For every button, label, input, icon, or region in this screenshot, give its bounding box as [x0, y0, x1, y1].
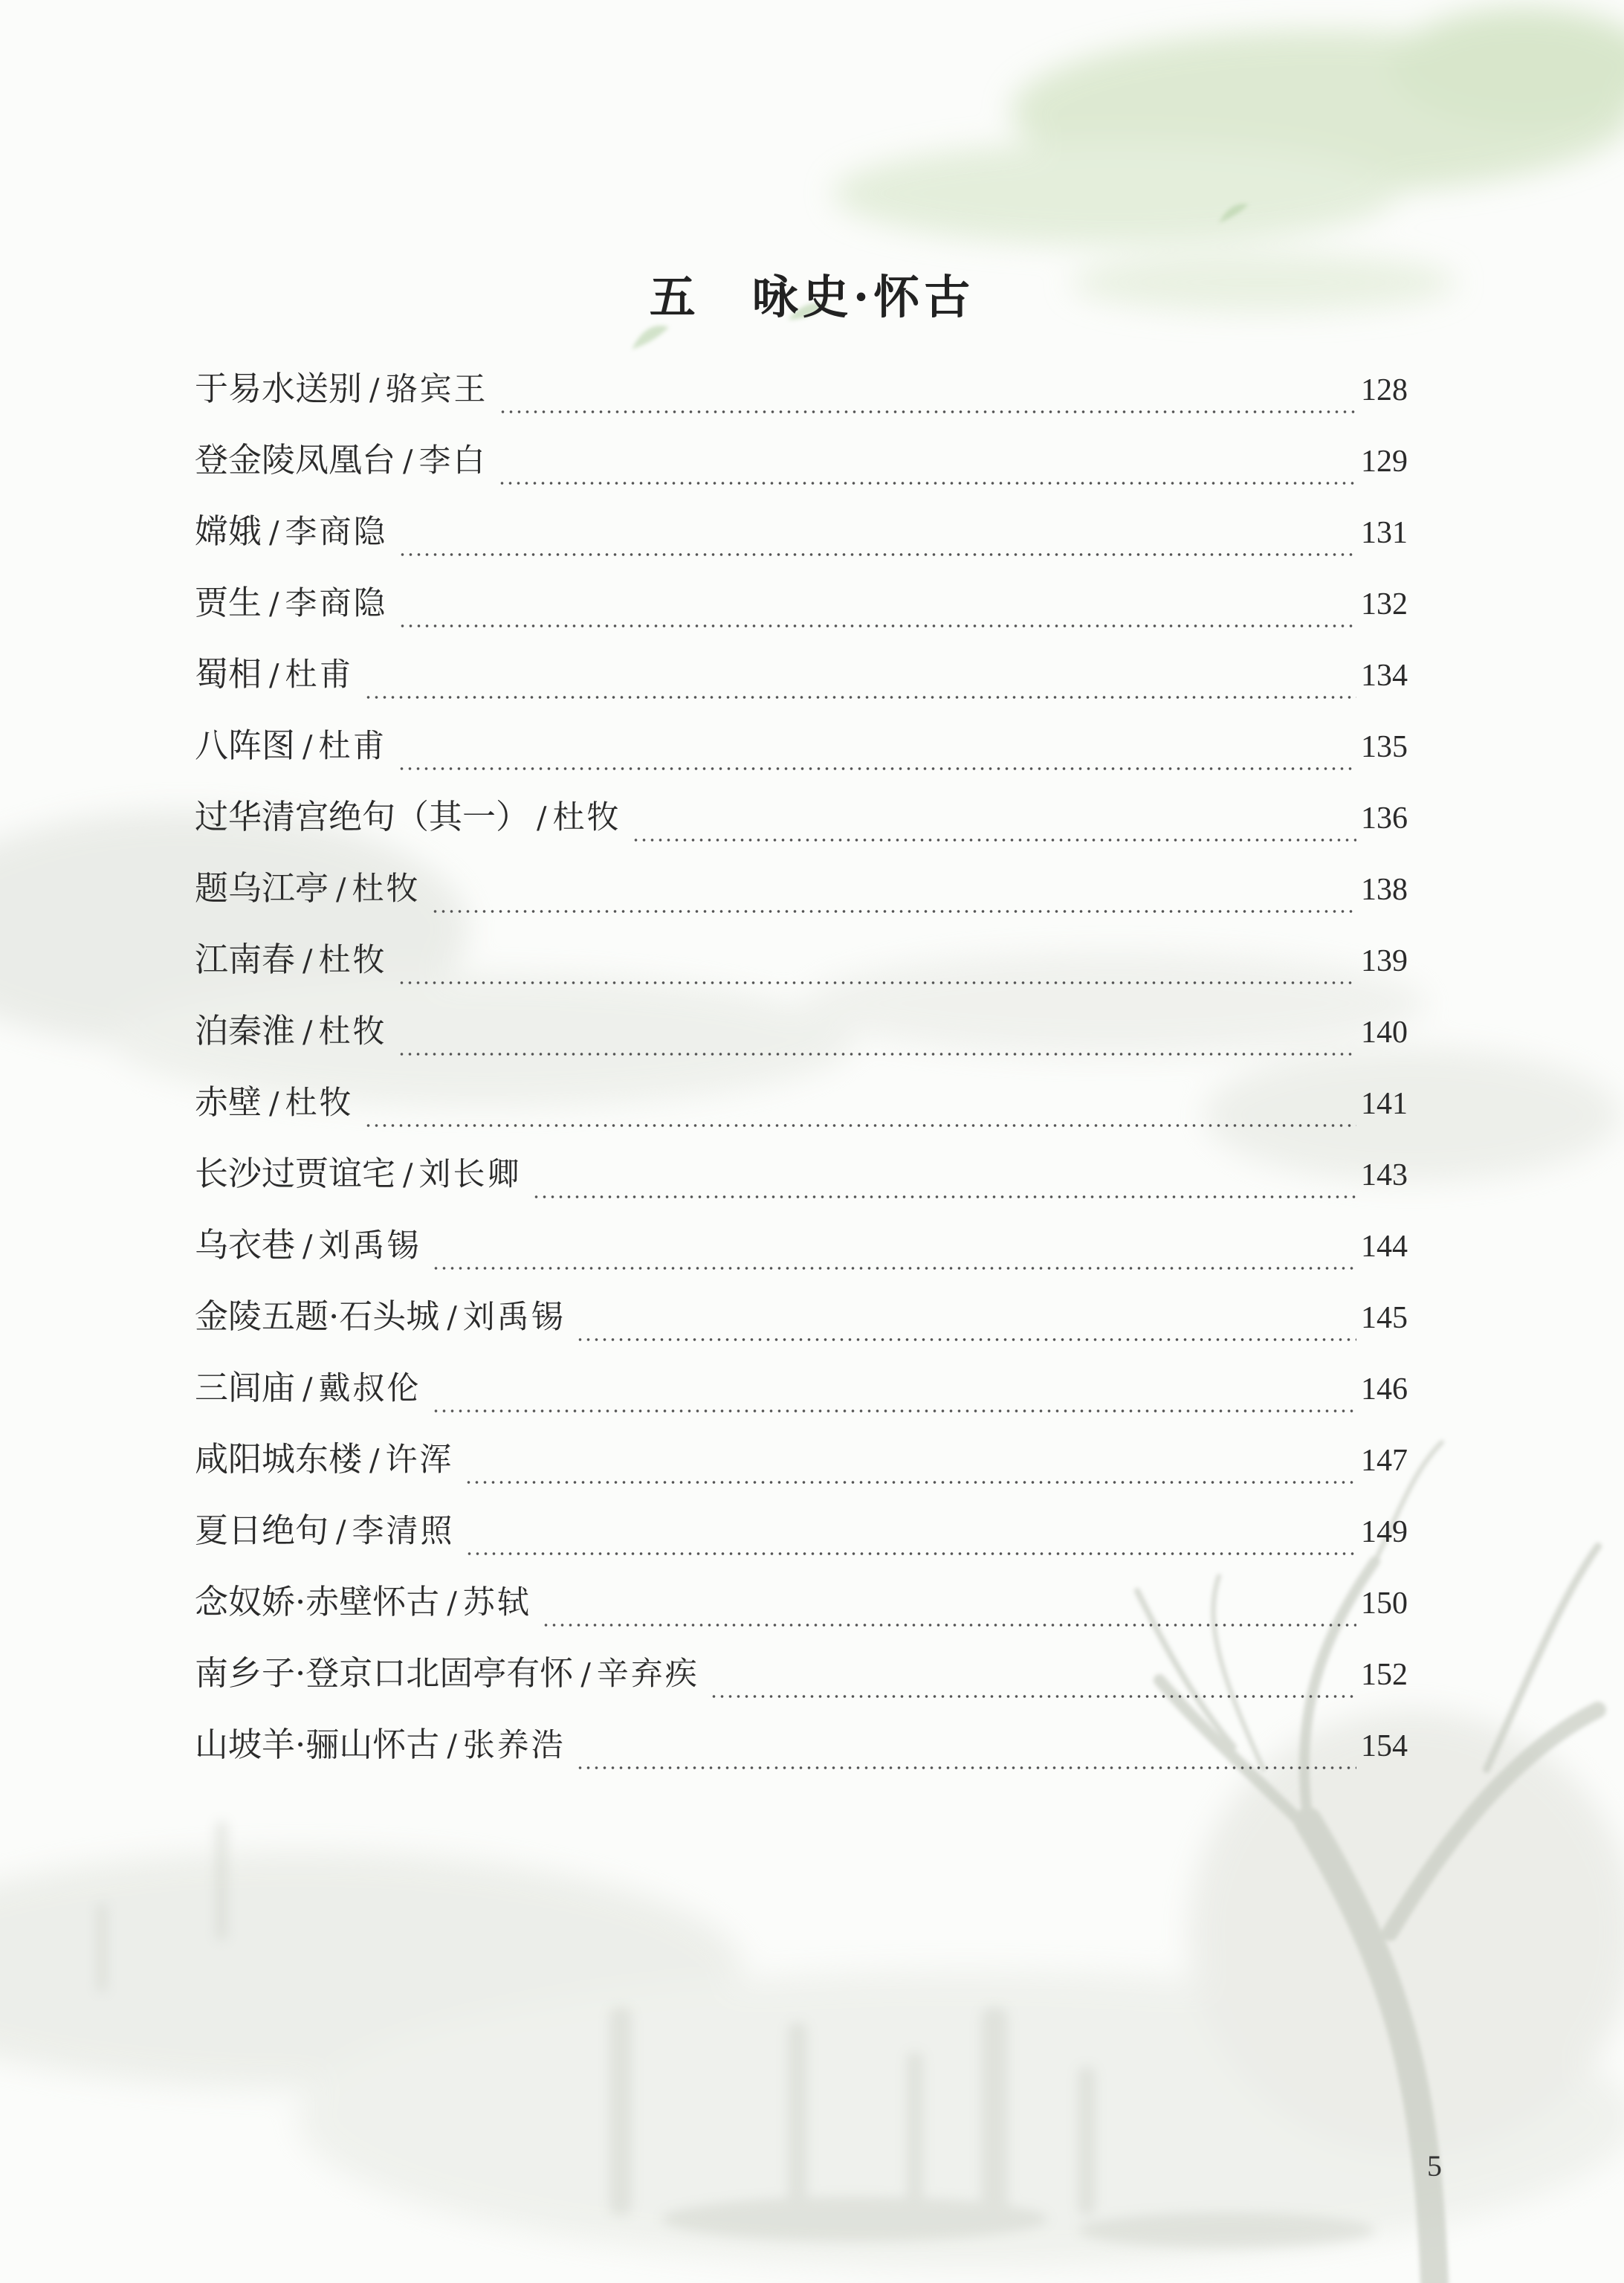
dot-leader: [398, 981, 1357, 984]
dot-leader: [532, 1195, 1357, 1198]
toc-separator: /: [303, 1372, 313, 1407]
toc-entry-page: 141: [1361, 1087, 1408, 1121]
toc-separator: /: [269, 1087, 279, 1121]
toc-entry-title: 蜀相: [195, 654, 262, 694]
dot-leader: [576, 1338, 1356, 1341]
toc-entry[interactable]: [195, 726, 1408, 800]
toc-entry-author: 刘禹锡: [462, 1299, 566, 1336]
toc-separator: /: [303, 944, 313, 978]
toc-entry-author: 刘长卿: [418, 1156, 522, 1193]
toc-entry[interactable]: [195, 1011, 1408, 1085]
toc-entry-title: 三闾庙: [195, 1368, 296, 1407]
toc-entry-page: 145: [1361, 1301, 1408, 1335]
toc-separator: /: [403, 1158, 413, 1192]
toc-entry-page: 138: [1361, 873, 1408, 907]
toc-separator: /: [403, 445, 413, 479]
toc-entry-page: 144: [1361, 1230, 1408, 1264]
toc-entry[interactable]: [195, 940, 1408, 1014]
toc-separator: /: [580, 1658, 591, 1692]
toc-entry-page: 147: [1361, 1444, 1408, 1478]
dot-leader: [431, 910, 1357, 913]
toc-entry-author: 李白: [418, 442, 488, 479]
dot-leader: [710, 1695, 1356, 1698]
toc-entry-title: 题乌江亭: [195, 868, 329, 908]
toc-entry-title: 念奴娇·赤壁怀古: [195, 1582, 440, 1621]
toc-entry-author: 杜牧: [285, 1085, 354, 1122]
toc-entry[interactable]: [195, 654, 1408, 729]
toc-entry-page: 140: [1361, 1015, 1408, 1050]
toc-separator: /: [447, 1586, 457, 1621]
toc-entry-title: 八阵图: [195, 726, 296, 765]
toc-separator: /: [336, 1515, 346, 1549]
dot-leader: [432, 1267, 1357, 1270]
toc-separator: /: [336, 873, 346, 907]
toc-entry-page: 128: [1361, 373, 1408, 407]
toc-entry-author: 杜牧: [318, 1013, 387, 1050]
section-title: 咏史·怀古: [751, 270, 975, 324]
toc-entry-author: 杜甫: [318, 728, 387, 765]
toc-entry-page: 150: [1361, 1586, 1408, 1621]
toc-entry[interactable]: [195, 1299, 1408, 1371]
toc-entry-page: 152: [1361, 1658, 1408, 1692]
dot-leader: [542, 1624, 1356, 1627]
toc-entry-author: 苏轼: [462, 1584, 531, 1621]
dot-leader: [465, 1481, 1357, 1484]
toc-entry-title: 金陵五题·石头城: [195, 1297, 440, 1336]
dot-leader: [364, 1124, 1357, 1127]
dot-leader: [465, 1552, 1357, 1555]
toc-entry-author: 张养浩: [462, 1727, 566, 1764]
toc-entry[interactable]: [195, 511, 1408, 586]
toc-entry-title: 泊秦淮: [195, 1011, 296, 1050]
toc-entry-title: 贾生: [195, 583, 262, 622]
toc-entry[interactable]: [195, 583, 1408, 657]
toc-entry-author: 刘禹锡: [318, 1227, 421, 1265]
toc-entry-author: 戴叔伦: [318, 1370, 421, 1407]
toc-entry-author: 骆宾王: [385, 371, 488, 408]
toc-separator: /: [447, 1729, 457, 1763]
toc-entry[interactable]: [195, 369, 1408, 443]
toc-entry-title: 江南春: [195, 940, 296, 979]
toc-entry[interactable]: [195, 1154, 1408, 1228]
toc-entry[interactable]: [195, 797, 1408, 871]
toc-entry-author: 杜牧: [318, 942, 387, 979]
toc-separator: /: [303, 1015, 313, 1050]
dot-leader: [398, 624, 1357, 627]
toc-entry[interactable]: [195, 1582, 1408, 1656]
toc-entry-title: 嫦娥: [195, 511, 262, 551]
toc-entry[interactable]: [195, 440, 1408, 514]
toc-entry-page: 132: [1361, 587, 1408, 621]
toc-entry[interactable]: [195, 1225, 1408, 1299]
toc-entry-title: 乌衣巷: [195, 1225, 296, 1265]
toc-entry-author: 李清照: [352, 1513, 455, 1550]
dot-leader: [499, 410, 1357, 413]
toc-entry[interactable]: [195, 1653, 1408, 1728]
toc-entry-author: 李商隐: [285, 514, 388, 551]
dot-leader: [498, 482, 1357, 485]
toc-entry[interactable]: [195, 1725, 1408, 1799]
dot-leader: [432, 1409, 1357, 1412]
toc-entry-author: 辛弃疾: [596, 1656, 699, 1693]
toc-separator: /: [269, 587, 279, 621]
toc-separator: /: [447, 1301, 457, 1335]
toc-separator: /: [369, 373, 380, 407]
toc-entry[interactable]: [195, 1368, 1408, 1442]
toc-entry-author: 李商隐: [285, 585, 388, 622]
page-number: 5: [1427, 2149, 1442, 2183]
dot-leader: [398, 1053, 1357, 1056]
toc-separator: /: [303, 1230, 313, 1264]
toc-entry-author: 许浑: [385, 1441, 454, 1479]
dot-leader: [632, 839, 1357, 842]
toc-entry-author: 杜牧: [352, 871, 421, 908]
toc-entry-title: 长沙过贾谊宅: [195, 1154, 396, 1193]
toc-entry-title: 过华清宫绝句（其一）: [195, 797, 530, 836]
toc-entry-page: 154: [1361, 1729, 1408, 1763]
section-heading: [0, 260, 1624, 326]
toc-entry[interactable]: [195, 1511, 1408, 1585]
toc-entry-author: 杜甫: [285, 656, 354, 694]
toc-entry-page: 135: [1361, 730, 1408, 764]
table-of-contents: [195, 369, 1408, 1799]
toc-entry[interactable]: [195, 1439, 1408, 1514]
dot-leader: [398, 767, 1357, 770]
toc-entry-page: 146: [1361, 1372, 1408, 1407]
toc-separator: /: [369, 1444, 380, 1478]
toc-entry[interactable]: [195, 868, 1408, 943]
toc-entry-page: 131: [1361, 516, 1408, 550]
dot-leader: [398, 553, 1357, 556]
toc-entry-title: 南乡子·登京口北固亭有怀: [195, 1653, 574, 1693]
toc-entry-page: 143: [1361, 1158, 1408, 1192]
toc-separator: /: [537, 801, 547, 836]
toc-entry-title: 赤壁: [195, 1082, 262, 1122]
dot-leader: [364, 696, 1357, 699]
toc-separator: /: [303, 730, 313, 764]
toc-entry-title: 夏日绝句: [195, 1511, 329, 1550]
toc-entry-title: 咸阳城东楼: [195, 1439, 363, 1479]
toc-entry-page: 134: [1361, 659, 1408, 693]
toc-entry-title: 登金陵凤凰台: [195, 440, 396, 479]
toc-entry-author: 杜牧: [552, 799, 621, 836]
dot-leader: [576, 1766, 1356, 1769]
toc-entry-title: 山坡羊·骊山怀古: [195, 1725, 440, 1764]
toc-entry-page: 136: [1361, 801, 1408, 836]
toc-entry-page: 139: [1361, 944, 1408, 978]
section-number: 五: [649, 270, 700, 324]
toc-entry-page: 129: [1361, 445, 1408, 479]
toc-separator: /: [269, 516, 279, 550]
toc-entry-page: 149: [1361, 1515, 1408, 1549]
toc-entry[interactable]: [195, 1082, 1408, 1157]
toc-entry-title: 于易水送别: [195, 369, 363, 408]
toc-separator: /: [269, 659, 279, 693]
